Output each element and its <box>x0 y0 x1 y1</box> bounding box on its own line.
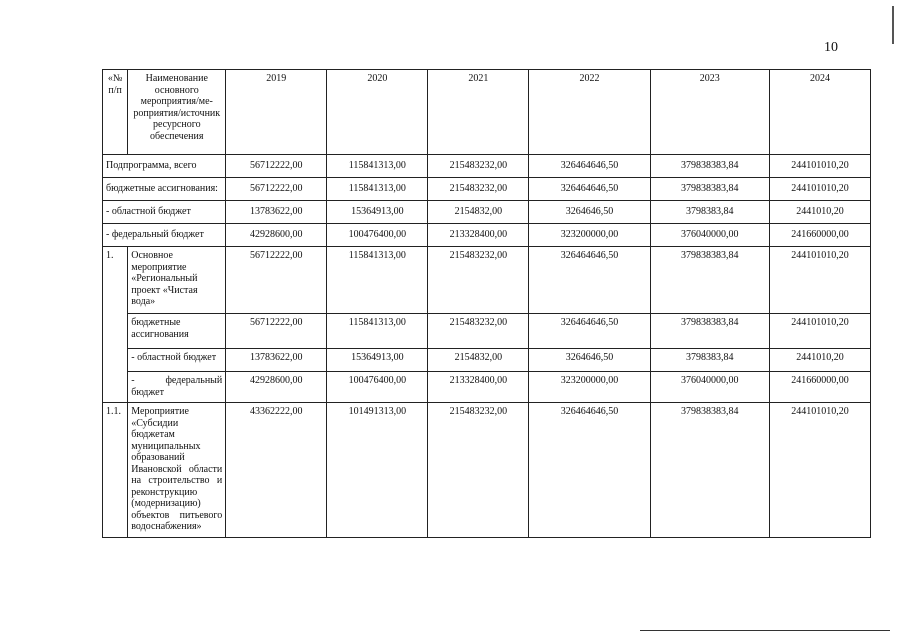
cell-value: 56712222,00 <box>226 155 327 178</box>
cell-value: 100476400,00 <box>327 224 428 247</box>
budget-table <box>102 69 871 538</box>
cell-value: 43362222,00 <box>226 403 327 538</box>
table-row <box>103 224 871 247</box>
cell-value: 115841313,00 <box>327 155 428 178</box>
cell-value: 376040000,00 <box>650 372 769 403</box>
cell-value: 323200000,00 <box>529 372 650 403</box>
header-year-2020: 2020 <box>327 70 428 155</box>
row-label: Основное мероприятие «Региональный проект «Чистая вода» <box>128 247 226 314</box>
cell-value: 326464646,50 <box>529 247 650 314</box>
cell-value: 42928600,00 <box>226 224 327 247</box>
header-number: «№ п/п <box>103 70 128 155</box>
cell-value: 241660000,00 <box>769 372 870 403</box>
cell-value: 215483232,00 <box>428 155 529 178</box>
row-number: 1.1. <box>103 403 128 538</box>
cell-value: 376040000,00 <box>650 224 769 247</box>
cell-value: 101491313,00 <box>327 403 428 538</box>
cell-value: 323200000,00 <box>529 224 650 247</box>
cell-value: 326464646,50 <box>529 155 650 178</box>
cell-value: 15364913,00 <box>327 349 428 372</box>
cell-value: 2154832,00 <box>428 201 529 224</box>
header-year-2019: 2019 <box>226 70 327 155</box>
row-label: бюджетные ассигнования: <box>103 178 226 201</box>
cell-value: 42928600,00 <box>226 372 327 403</box>
table-row <box>103 403 871 538</box>
footer-rule <box>640 630 890 631</box>
cell-value: 244101010,20 <box>769 155 870 178</box>
cell-value: 244101010,20 <box>769 247 870 314</box>
cell-value: 115841313,00 <box>327 247 428 314</box>
row-label: - областной бюджет <box>103 201 226 224</box>
cell-value: 244101010,20 <box>769 403 870 538</box>
cell-value: 2154832,00 <box>428 349 529 372</box>
cell-value: 213328400,00 <box>428 372 529 403</box>
table-row <box>103 201 871 224</box>
table-row <box>103 178 871 201</box>
cell-value: 3798383,84 <box>650 349 769 372</box>
cell-value: 241660000,00 <box>769 224 870 247</box>
cell-value: 215483232,00 <box>428 314 529 349</box>
page-number: 10 <box>824 40 838 55</box>
cell-value: 379838383,84 <box>650 247 769 314</box>
cell-value: 100476400,00 <box>327 372 428 403</box>
cell-value: 15364913,00 <box>327 201 428 224</box>
header-year-2021: 2021 <box>428 70 529 155</box>
cell-value: 244101010,20 <box>769 314 870 349</box>
table-row <box>103 155 871 178</box>
cell-value: 215483232,00 <box>428 403 529 538</box>
cell-value: 326464646,50 <box>529 403 650 538</box>
cell-value: 379838383,84 <box>650 314 769 349</box>
cell-value: 13783622,00 <box>226 201 327 224</box>
table-row <box>103 314 871 349</box>
header-year-2024: 2024 <box>769 70 870 155</box>
row-label: - областной бюджет <box>128 349 226 372</box>
cell-value: 213328400,00 <box>428 224 529 247</box>
cell-value: 215483232,00 <box>428 247 529 314</box>
cell-value: 3264646,50 <box>529 349 650 372</box>
cell-value: 3264646,50 <box>529 201 650 224</box>
table-row <box>103 372 871 403</box>
edge-scan-mark <box>892 6 894 44</box>
cell-value: 2441010,20 <box>769 201 870 224</box>
row-label: бюджетные ассигнования <box>128 314 226 349</box>
cell-value: 13783622,00 <box>226 349 327 372</box>
cell-value: 326464646,50 <box>529 314 650 349</box>
table-header-row <box>103 70 871 155</box>
cell-value: 115841313,00 <box>327 178 428 201</box>
cell-value: 379838383,84 <box>650 403 769 538</box>
cell-value: 379838383,84 <box>650 155 769 178</box>
cell-value: 56712222,00 <box>226 247 327 314</box>
row-label: Мероприятие «Субсидии бюджетам муниципальных образований Ивановской области на строительство и реконструкцию (модернизацию) объектов питьевого водоснабжения» <box>128 403 226 538</box>
table-row <box>103 247 871 314</box>
cell-value: 3798383,84 <box>650 201 769 224</box>
cell-value: 115841313,00 <box>327 314 428 349</box>
row-label: - федеральный бюджет <box>103 224 226 247</box>
cell-value: 2441010,20 <box>769 349 870 372</box>
cell-value: 379838383,84 <box>650 178 769 201</box>
cell-value: 56712222,00 <box>226 178 327 201</box>
row-number: 1. <box>103 247 128 403</box>
row-label: Подпрограмма, всего <box>103 155 226 178</box>
header-name: Наименование основного мероприятия/ме-роприятия/источник ресурсного обеспечения <box>128 70 226 155</box>
table-row <box>103 349 871 372</box>
header-year-2022: 2022 <box>529 70 650 155</box>
header-year-2023: 2023 <box>650 70 769 155</box>
cell-value: 244101010,20 <box>769 178 870 201</box>
cell-value: 326464646,50 <box>529 178 650 201</box>
cell-value: 56712222,00 <box>226 314 327 349</box>
cell-value: 215483232,00 <box>428 178 529 201</box>
row-label: - федеральный бюджет <box>128 372 226 403</box>
